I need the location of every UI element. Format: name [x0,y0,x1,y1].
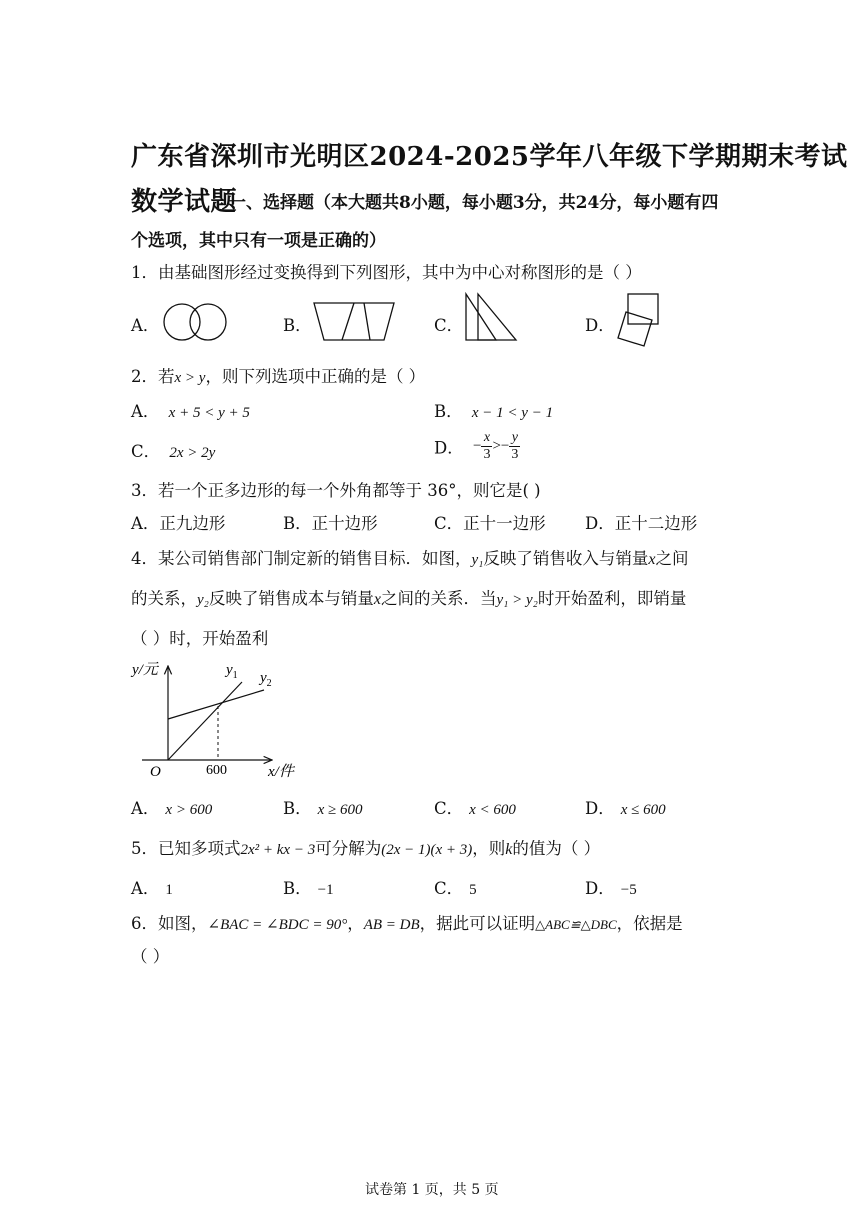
q1-option-c-label: C． [434,316,464,335]
q6-separator: ， [347,914,364,933]
q5-option-d [585,875,637,899]
q2-option-b [434,398,553,422]
q4-line2-end: 时开始盈利，即销量 [537,589,687,608]
exam-title-line1: 广东省深圳市光明区2024-2025学年八年级下学期期末考试 [131,142,848,172]
q4-origin-label: O [150,764,161,780]
q2-option-d-num2: y [509,430,520,447]
q2-option-b-label: B． [434,402,463,421]
q5-option-b-label: B． [283,879,312,898]
q5-option-a-value: 1 [165,882,173,898]
q2-option-c-label: C． [131,442,161,461]
q2-option-d-num1: x [481,430,492,447]
q6-angle-condition: ∠BAC = ∠BDC = 90° [207,917,348,933]
q5-option-a-label: A． [131,879,160,898]
q4-line2-pre: 的关系， [131,589,197,608]
q4-line-y1 [168,682,242,760]
q3-option-d: D．正十二边形 [585,514,698,533]
q6-stem-pre: 6．如图， [131,914,208,933]
q1-option-d-figure [614,290,662,350]
question-4-line3: （ ）时，开始盈利 [131,629,269,648]
q4-y2: y₂ [197,592,209,608]
q4-x-var-2: x [373,591,381,608]
q4-option-d-expr: x ≤ 600 [620,802,666,818]
q5-option-a [131,875,173,899]
q4-line1-end: 之间 [655,549,689,568]
q2-option-a [131,398,250,422]
q2-option-d-den1: 3 [483,447,491,462]
section-heading-line1: 一、选择题（本大题共8小题，每小题3分，共24分，每小题有四 [229,193,719,213]
q1-option-c-figure [462,292,520,344]
q4-graph [126,656,306,784]
q4-line2-mid: 反映了销售成本与销量 [208,589,374,608]
q4-option-d-label: D． [585,799,615,818]
q4-y1: y₁ [471,552,484,568]
q6-stem-post: ，依据是 [616,914,683,933]
question-4-line2 [131,585,686,609]
q1-option-a-label: A． [131,316,160,335]
q1-option-a-figure [160,300,232,344]
q2-option-d-neg2: − [500,438,510,454]
exam-title-line2: 数学试题 [131,187,238,217]
q4-profit-condition: y₁ > y₂ [496,592,538,608]
section-heading-line2: 个选项，其中只有一项是正确的） [131,231,386,251]
q5-option-b [283,875,334,899]
q4-x-axis-label: x/件 [268,764,294,780]
q3-option-a: A．正九边形 [131,514,226,533]
question-6-line1 [131,910,683,934]
q5-option-c-value: 5 [469,882,477,898]
q1-option-b-figure [312,300,396,344]
q2-option-d [434,430,520,463]
q5-option-c-label: C． [434,879,464,898]
q2-option-d-den2: 3 [511,447,519,462]
q4-option-b [283,795,363,819]
q4-line1-pre: 4．某公司销售部门制定新的销售目标．如图， [131,549,472,568]
q2-option-c-expr: 2x > 2y [169,445,216,461]
q3-option-b: B．正十边形 [283,514,378,533]
q1-option-b-label: B． [283,316,312,335]
q5-option-d-label: D． [585,879,615,898]
q2-option-d-rel: > [492,438,501,454]
q5-option-b-value: −1 [317,882,334,898]
q4-option-c-label: C． [434,799,464,818]
q2-stem-pre: 2．若 [131,367,175,386]
q4-option-c [434,795,516,819]
q2-option-d-frac1 [481,430,492,463]
q2-option-b-expr: x − 1 < y − 1 [471,405,554,421]
q4-line-y2-label: $y_2$ [260,670,272,689]
q4-option-c-expr: x < 600 [469,802,516,818]
q4-line-y2 [168,690,264,719]
q1-option-d-label: D． [585,316,615,335]
question-4-line1 [131,545,688,569]
q2-option-a-label: A． [131,402,160,421]
q5-stem-mid2: ，则 [472,839,506,858]
q5-stem-post: 的值为（ ） [512,839,601,858]
q5-stem-mid: 可分解为 [315,839,382,858]
q2-option-c [131,438,215,462]
q5-k: k [505,841,513,858]
q4-line-y1-label: $y_1$ [226,662,238,681]
q6-stem-mid: ，据此可以证明 [419,914,536,933]
q5-option-c [434,875,477,899]
q4-option-a [131,795,212,819]
q4-line2-mid2: 之间的关系．当 [380,589,497,608]
q4-option-d [585,795,666,819]
q4-x-tick-600: 600 [206,763,227,778]
q2-condition: x > y [174,370,206,386]
q2-option-d-frac2 [509,430,520,463]
q5-factored-form: (2x − 1)(x + 3) [381,842,473,858]
q6-side-condition: AB = DB [363,917,420,933]
question-2-stem [131,363,425,387]
q2-option-d-label: D． [434,438,464,458]
q4-option-a-label: A． [131,799,160,818]
page-footer: 试卷第 1 页，共 5 页 [365,1182,499,1198]
q5-stem-pre: 5．已知多项式 [131,839,241,858]
q4-x-var: x [648,551,656,568]
question-6-line2: （ ） [131,947,170,966]
q2-option-d-neg1: − [472,438,482,454]
q4-option-b-expr: x ≥ 600 [317,802,363,818]
q4-line1-post: 反映了销售收入与销量 [483,549,649,568]
question-3-stem: 3．若一个正多边形的每一个外角都等于 36°，则它是( ) [131,481,541,500]
q5-polynomial: 2x² + kx − 3 [240,842,316,858]
question-1-stem: 1．由基础图形经过变换得到下列图形，其中为中心对称图形的是（ ） [131,263,642,282]
q5-option-d-value: −5 [620,882,637,898]
q2-option-a-expr: x + 5 < y + 5 [168,405,250,421]
q4-y-axis-label: y/元 [132,662,158,678]
q4-option-a-expr: x > 600 [165,802,213,818]
q4-option-b-label: B． [283,799,312,818]
q3-option-c: C．正十一边形 [434,514,546,533]
q2-stem-post: ，则下列选项中正确的是（ ） [205,367,426,386]
q6-congruence: △ABC≌△DBC [535,917,617,932]
question-5-stem [131,835,600,859]
